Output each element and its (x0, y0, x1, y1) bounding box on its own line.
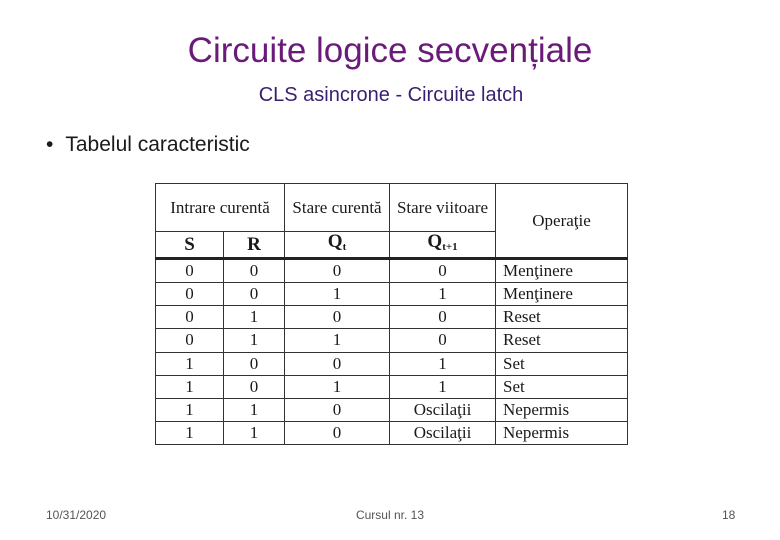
cell-s: 1 (156, 352, 224, 375)
cell-operation: Menţinere (496, 283, 628, 306)
cell-qt1: 0 (390, 306, 496, 329)
cell-operation: Reset (496, 329, 628, 352)
cell-operation: Nepermis (496, 398, 628, 421)
cell-r: 0 (224, 283, 285, 306)
bullet-icon: • (46, 133, 54, 156)
cell-r: 1 (224, 421, 285, 444)
cell-operation: Menţinere (496, 259, 628, 283)
table-row (156, 421, 628, 444)
cell-s: 1 (156, 421, 224, 444)
table-row (156, 283, 628, 306)
table-row (156, 306, 628, 329)
slide-title: Circuite logice secvențiale (187, 31, 593, 70)
cell-operation: Reset (496, 306, 628, 329)
cell-qt1: Oscilaţii (390, 398, 496, 421)
cell-qt1: 1 (390, 375, 496, 398)
header-qt1 (390, 232, 496, 259)
cell-operation: Set (496, 352, 628, 375)
cell-r: 1 (224, 329, 285, 352)
table-row (156, 352, 628, 375)
cell-qt: 0 (285, 306, 390, 329)
header-qt1-base: Q (427, 231, 443, 252)
header-operation: Operaţie (496, 184, 628, 259)
cell-qt: 0 (285, 421, 390, 444)
header-input: Intrare curentă (156, 184, 285, 232)
cell-qt: 1 (285, 283, 390, 306)
cell-s: 1 (156, 398, 224, 421)
cell-r: 1 (224, 398, 285, 421)
cell-qt: 0 (285, 259, 390, 283)
cell-r: 1 (224, 306, 285, 329)
cell-qt: 0 (285, 398, 390, 421)
slide-subtitle: CLS asincrone - Circuite latch (258, 84, 524, 106)
cell-operation: Nepermis (496, 421, 628, 444)
header-qt-sub: t (342, 241, 347, 253)
cell-qt: 1 (285, 375, 390, 398)
cell-r: 0 (224, 352, 285, 375)
cell-r: 0 (224, 259, 285, 283)
characteristic-table (155, 183, 627, 445)
header-current-state: Stare curentă (285, 184, 390, 232)
cell-s: 0 (156, 283, 224, 306)
cell-qt: 1 (285, 329, 390, 352)
cell-s: 1 (156, 375, 224, 398)
footer-course: Cursul nr. 13 (355, 508, 425, 522)
cell-operation: Set (496, 375, 628, 398)
header-s: S (156, 232, 224, 259)
cell-s: 0 (156, 259, 224, 283)
bullet-text: Tabelul caracteristic (65, 133, 250, 156)
header-qt-base: Q (327, 231, 343, 252)
footer-page-number: 18 (722, 508, 736, 522)
header-next-state: Stare viitoare (390, 184, 496, 232)
cell-qt1: Oscilaţii (390, 421, 496, 444)
cell-qt1: 0 (390, 329, 496, 352)
cell-s: 0 (156, 306, 224, 329)
cell-qt1: 1 (390, 283, 496, 306)
table-row (156, 375, 628, 398)
header-qt (285, 232, 390, 259)
table-row (156, 329, 628, 352)
cell-r: 0 (224, 375, 285, 398)
header-qt1-sub: t+1 (442, 241, 458, 253)
cell-qt1: 1 (390, 352, 496, 375)
bullet-item (46, 131, 250, 159)
footer-date: 10/31/2020 (46, 508, 107, 522)
cell-qt: 0 (285, 352, 390, 375)
cell-qt1: 0 (390, 259, 496, 283)
header-r: R (224, 232, 285, 259)
table-row (156, 259, 628, 283)
table-row (156, 398, 628, 421)
cell-s: 0 (156, 329, 224, 352)
